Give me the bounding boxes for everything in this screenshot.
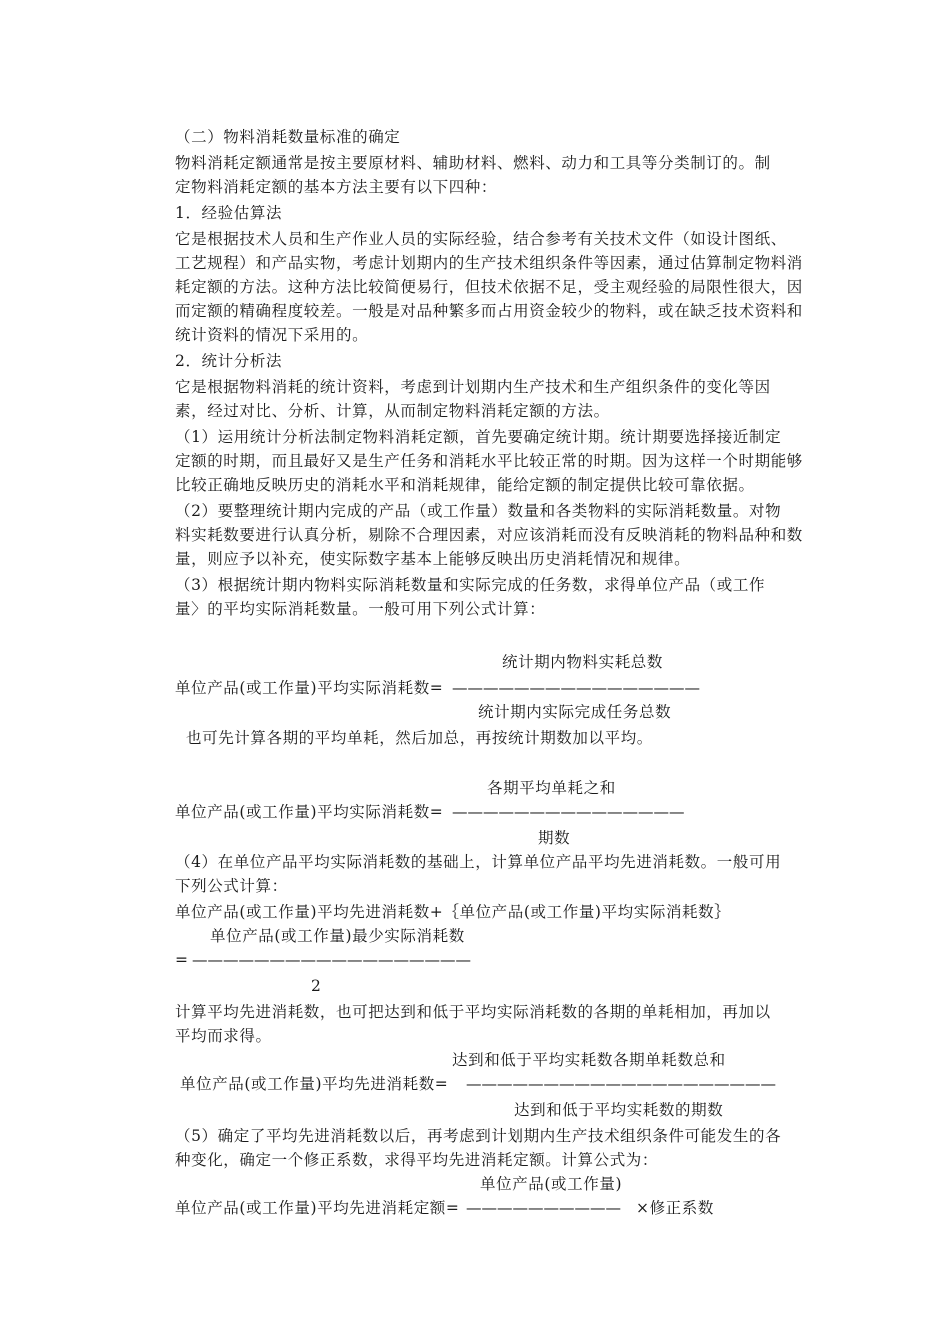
paragraph-line: 定额的时期，而且最好又是生产任务和消耗水平比较正常的时期。因为这样一个时期能够 (175, 452, 803, 470)
paragraph-line: 下列公式计算： (175, 877, 288, 895)
formula5-lhs: 单位产品(或工作量)平均先进消耗定额= (175, 1199, 460, 1217)
section-heading: （二）物料消耗数量标准的确定 (175, 128, 401, 146)
paragraph-line: （1）运用统计分析法制定物料消耗定额，首先要确定统计期。统计期要选择接近制定 (175, 428, 782, 446)
formula3-denominator: 2 (311, 977, 322, 995)
formula5-suffix: ×修正系数 (636, 1199, 714, 1217)
paragraph-line: 工艺规程）和产品实物，考虑计划期内的生产技术组织条件等因素，通过估算制定物料消 (175, 254, 803, 272)
formula2-lhs: 单位产品(或工作量)平均实际消耗数= (175, 803, 444, 821)
formula3-fraction-bar: —————————————————— (192, 951, 471, 969)
paragraph-line: 量〉的平均实际消耗数量。一般可用下列公式计算： (175, 600, 546, 618)
paragraph-line: 素，经过对比、分析、计算，从而制定物料消耗定额的方法。 (175, 402, 610, 420)
formula3-line2: 单位产品(或工作量)最少实际消耗数 (210, 927, 465, 945)
paragraph-line: 量，则应予以补充，使实际数字基本上能够反映出历史消耗情况和规律。 (175, 550, 691, 568)
method1-heading: 1．经验估算法 (175, 204, 283, 222)
paragraph-line: 平均而求得。 (175, 1027, 272, 1045)
formula2-numerator: 各期平均单耗之和 (487, 779, 616, 797)
paragraph-line: （5）确定了平均先进消耗数以后，再考虑到计划期内生产技术组织条件可能发生的各 (175, 1127, 782, 1145)
paragraph-line: 比较正确地反映历史的消耗水平和消耗规律，能给定额的制定提供比较可靠依据。 (175, 476, 755, 494)
method2-heading: 2．统计分析法 (175, 352, 283, 370)
paragraph-line: （2）要整理统计期内完成的产品（或工作量）数量和各类物料的实际消耗数量。对物 (175, 502, 782, 520)
paragraph-line: （3）根据统计期内物料实际消耗数量和实际完成的任务数，求得单位产品（或工作 (175, 576, 766, 594)
formula4-lhs: 单位产品(或工作量)平均先进消耗数= (180, 1075, 449, 1093)
paragraph-line: 而定额的精确程度较差。一般是对品种繁多而占用资金较少的物料，或在缺乏技术资料和 (175, 302, 803, 320)
paragraph-line: 定物料消耗定额的基本方法主要有以下四种： (175, 178, 498, 196)
paragraph-line: 种变化，确定一个修正系数，求得平均先进消耗定额。计算公式为： (175, 1151, 659, 1169)
formula4-numerator: 达到和低于平均实耗数各期单耗数总和 (452, 1051, 726, 1069)
paragraph-line: （4）在单位产品平均实际消耗数的基础上，计算单位产品平均先进消耗数。一般可用 (175, 853, 782, 871)
formula2-denominator: 期数 (538, 829, 571, 847)
formula4-denominator: 达到和低于平均实耗数的期数 (514, 1101, 724, 1119)
formula1-fraction-bar: ———————————————— (452, 679, 700, 697)
paragraph-line: 也可先计算各期的平均单耗，然后加总，再按统计期数加以平均。 (186, 729, 653, 747)
formula5-numerator: 单位产品(或工作量) (480, 1175, 623, 1193)
paragraph-line: 耗定额的方法。这种方法比较简便易行，但技术依据不足，受主观经验的局限性很大，因 (175, 278, 803, 296)
paragraph-line: 料实耗数要进行认真分析，剔除不合理因素，对应该消耗而没有反映消耗的物料品种和数 (175, 526, 803, 544)
formula3-equals: = (175, 951, 189, 969)
formula4-fraction-bar: ———————————————————— (466, 1075, 776, 1093)
formula1-denominator: 统计期内实际完成任务总数 (478, 703, 672, 721)
formula3-line1: 单位产品(或工作量)平均先进消耗数+｛单位产品(或工作量)平均实际消耗数｝ (175, 903, 731, 921)
formula1-numerator: 统计期内物料实耗总数 (502, 653, 664, 671)
paragraph-line: 它是根据物料消耗的统计资料，考虑到计划期内生产技术和生产组织条件的变化等因 (175, 378, 771, 396)
paragraph-line: 它是根据技术人员和生产作业人员的实际经验，结合参考有关技术文件（如设计图纸、 (175, 230, 787, 248)
paragraph-line: 计算平均先进消耗数，也可把达到和低于平均实际消耗数的各期的单耗相加，再加以 (175, 1003, 771, 1021)
formula2-fraction-bar: ——————————————— (452, 803, 685, 821)
paragraph-line: 统计资料的情况下采用的。 (175, 326, 369, 344)
formula5-fraction-bar: —————————— (466, 1199, 621, 1217)
formula1-lhs: 单位产品(或工作量)平均实际消耗数= (175, 679, 444, 697)
paragraph-line: 物料消耗定额通常是按主要原材料、辅助材料、燃料、动力和工具等分类制订的。制 (175, 154, 771, 172)
